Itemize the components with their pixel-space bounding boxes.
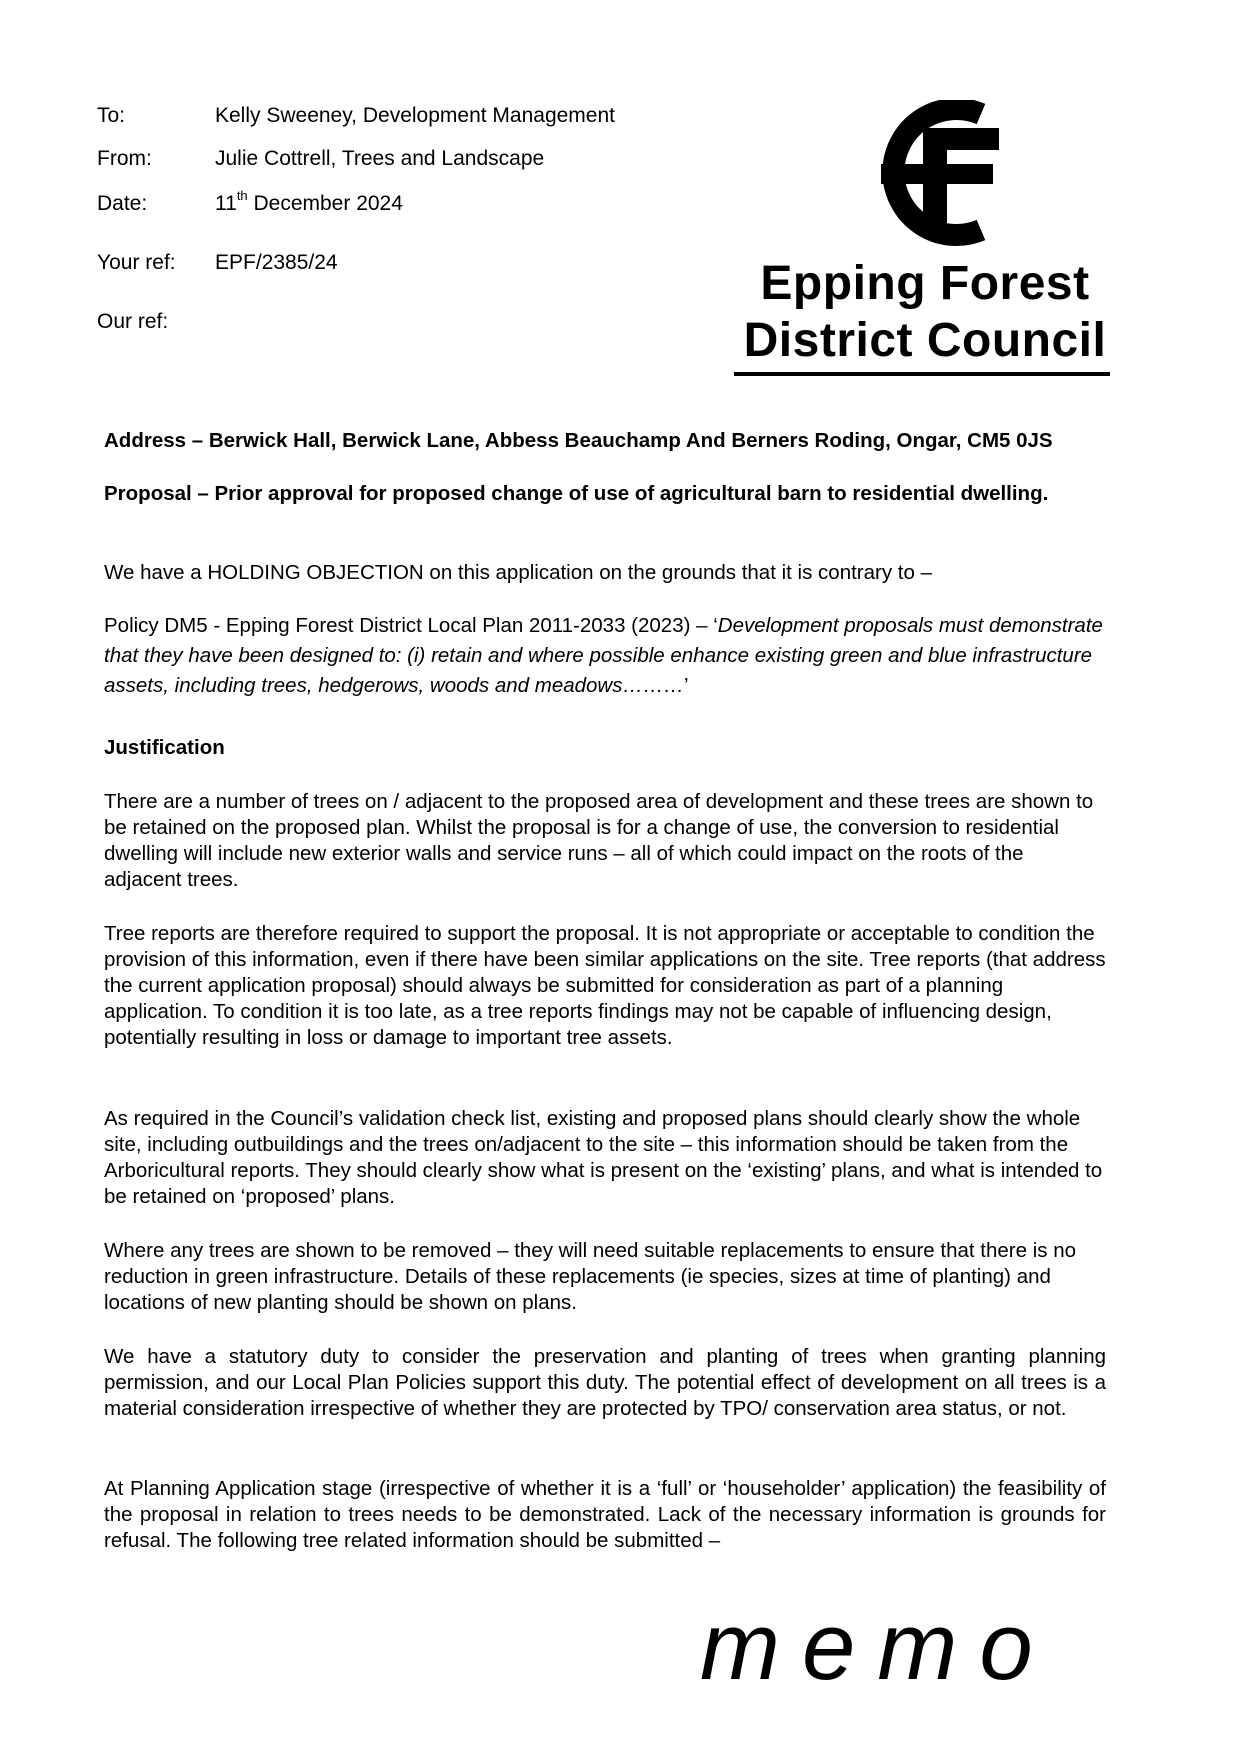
paragraph-1: There are a number of trees on / adjacent to the proposed area of development and these trees are shown to be retained on the proposed plan. Whilst the proposal is for a change of use, the conversion to residential dwelling will include new exterior walls and service runs – all of which could impact on the roots of the adjacent trees. (104, 790, 1094, 891)
policy-reference (104, 611, 1104, 701)
your-ref-label: Your ref: (97, 251, 176, 274)
paragraph-5: We have a statutory duty to consider the preservation and planting of trees when granting planning permission, and our Local Plan Policies support this duty. The potential effect of development on all trees is a material consideration irrespective of whether they are protected by TPO/ conservation area status, or not. (104, 1345, 1106, 1420)
proposal-line: Proposal – Prior approval for proposed change of use of agricultural barn to residential dwelling. (104, 482, 1049, 505)
from-label: From: (97, 147, 152, 170)
council-logo (735, 100, 1115, 380)
policy-suffix: ’ (684, 674, 689, 697)
date-rest: December 2024 (247, 192, 403, 215)
paragraph-3: As required in the Council’s validation check list, existing and proposed plans should clearly show the whole site, including outbuildings and the trees on/adjacent to the site – this information should be taken from the Arboricultural reports. They should clearly show what is present on the ‘existing’ plans, and what is intended to be retained on ‘proposed’ plans. (104, 1107, 1103, 1208)
policy-quote: Development proposals must demonstrate that they have been designed to: (i) retain and where possible enhance existing green and blue infrastructure assets, including trees, hedgerows, woods and meadows……… (104, 614, 1103, 697)
date-day: 11 (215, 192, 237, 215)
council-emblem-icon (735, 100, 1115, 260)
objection-statement: We have a HOLDING OBJECTION on this application on the grounds that it is contrary to – (104, 561, 932, 584)
date-value (215, 188, 403, 217)
from-value: Julie Cottrell, Trees and Landscape (215, 147, 545, 170)
paragraph-2: Tree reports are therefore required to support the proposal. It is not appropriate or acceptable to condition the provision of this information, even if there have been similar applications on the site. Tree reports (that address the current application proposal) should always be submitted for consideration as part of a planning application. To condition it is too late, as a tree reports findings may not be capable of influencing design, potentially resulting in loss or damage to important tree assets. (104, 922, 1106, 1049)
council-name-line2: District Council (743, 314, 1107, 367)
council-name-line1: Epping Forest (760, 257, 1090, 310)
paragraph-4: Where any trees are shown to be removed – they will need suitable replacements to ensure that there is no reduction in green infrastructure. Details of these replacements (ie species, sizes at time of planting) and locations of new planting should be shown on plans. (104, 1239, 1077, 1314)
our-ref-label: Our ref: (97, 310, 169, 333)
your-ref-value: EPF/2385/24 (215, 251, 338, 274)
to-label: To: (97, 104, 126, 127)
to-value: Kelly Sweeney, Development Management (215, 104, 615, 127)
justification-heading: Justification (104, 736, 225, 759)
paragraph-6: At Planning Application stage (irrespective of whether it is a ‘full’ or ‘householder’ application) the feasibility of the proposal in relation to trees needs to be demonstrated. Lack of the necessary information is grounds for refusal. The following tree related information should be submitted – (104, 1477, 1106, 1552)
address-line: Address – Berwick Hall, Berwick Lane, Abbess Beauchamp And Berners Roding, Ongar, CM5 0JS (104, 429, 1053, 452)
date-suffix: th (236, 188, 248, 203)
logo-underline (734, 372, 1110, 376)
memo-footer: memo (700, 1593, 1055, 1700)
date-label: Date: (97, 192, 148, 215)
policy-prefix: Policy DM5 - Epping Forest District Local Plan 2011-2033 (2023) – ‘ (104, 614, 718, 637)
